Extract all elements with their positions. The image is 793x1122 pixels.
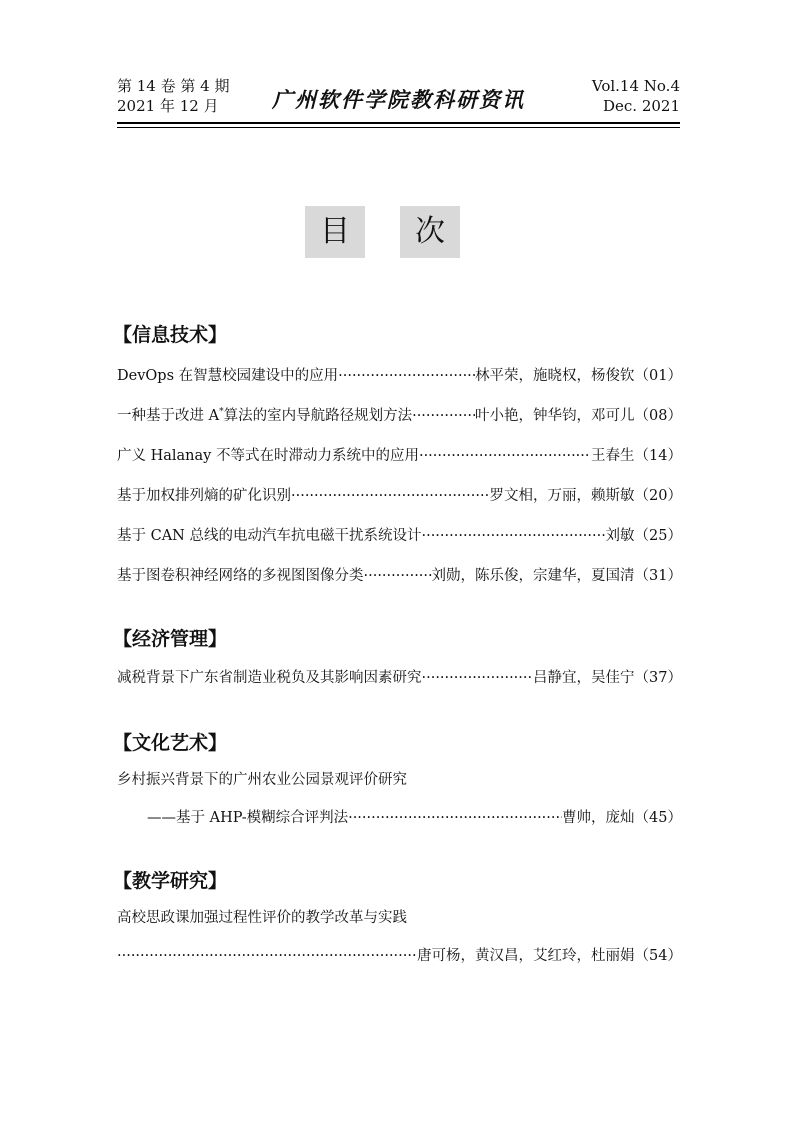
entry-authors-page: 吕静宜，吴佳宁（37） — [533, 670, 682, 686]
dot-leader — [422, 670, 534, 686]
section-heading-teaching-research: 【教学研究】 — [113, 870, 228, 892]
section-heading-info-tech: 【信息技术】 — [113, 324, 228, 346]
issue-en: Vol.14 No.4 — [591, 77, 680, 95]
entry-authors-page: 叶小艳，钟华钧，邓可儿（08） — [475, 408, 682, 424]
dot-leader — [364, 568, 432, 584]
dot-leader — [291, 488, 490, 504]
entry-title: 减税背景下广东省制造业税负及其影响因素研究 — [117, 670, 422, 686]
entry-title: 基于 CAN 总线的电动汽车抗电磁干扰系统设计 — [117, 528, 422, 544]
entry-authors-page: 王春生（14） — [591, 448, 682, 464]
entry-title-sup: * — [219, 407, 224, 418]
running-header — [117, 76, 680, 122]
header-right — [592, 76, 680, 116]
entry-title[interactable]: 乡村振兴背景下的广州农业公园景观评价研究 — [117, 772, 407, 788]
toc-entry[interactable] — [117, 444, 682, 466]
entry-title[interactable]: 高校思政课加强过程性评价的教学改革与实践 — [117, 910, 407, 926]
toc-entry[interactable] — [117, 484, 682, 506]
date-en: Dec. 2021 — [602, 97, 680, 115]
entry-authors-page: 林平荣，施晓权，杨俊钦（01） — [475, 368, 682, 384]
entry-title: DevOps 在智慧校园建设中的应用 — [117, 368, 339, 384]
section-heading-culture-art: 【文化艺术】 — [113, 732, 228, 754]
dot-leader — [338, 368, 475, 384]
toc-title-char-1: 目 — [305, 206, 365, 258]
toc-entry[interactable] — [117, 564, 682, 586]
header-rule-thin — [117, 127, 680, 128]
dot-leader — [421, 528, 605, 544]
entry-title: 基于加权排列熵的矿化识别 — [117, 488, 291, 504]
toc-entry[interactable] — [117, 524, 682, 546]
toc-title-char-2: 次 — [400, 206, 460, 258]
dot-leader — [412, 408, 475, 424]
entry-authors-page: 刘勋，陈乐俊，宗建华，夏国清（31） — [431, 568, 682, 584]
dot-leader — [419, 448, 591, 464]
entry-subtitle: ——基于 AHP-模糊综合评判法 — [147, 810, 349, 826]
toc-entry[interactable] — [117, 364, 682, 386]
entry-authors-page: 刘敏（25） — [605, 528, 682, 544]
toc-entry[interactable] — [117, 944, 682, 966]
issue-cn: 第 14 卷 第 4 期 — [117, 77, 230, 95]
toc-title — [0, 206, 793, 258]
entry-authors-page: 罗文相，万丽，赖斯敏（20） — [489, 488, 682, 504]
section-heading-econ-mgmt: 【经济管理】 — [113, 628, 228, 650]
entry-title — [117, 404, 412, 425]
entry-authors-page: 唐可杨，黄汉昌，艾红玲，杜丽娟（54） — [417, 948, 682, 964]
header-rule-thick — [117, 122, 680, 124]
entry-title: 基于图卷积神经网络的多视图图像分类 — [117, 568, 364, 584]
entry-title: 广义 Halanay 不等式在时滞动力系统中的应用 — [117, 448, 419, 464]
entry-title-part: 一种基于改进 A — [117, 408, 220, 424]
dot-leader — [117, 948, 417, 964]
dot-leader — [348, 810, 562, 826]
toc-entry[interactable] — [147, 806, 682, 828]
entry-authors-page: 曹帅，庞灿（45） — [562, 810, 682, 826]
journal-title: 广州软件学院教科研资讯 — [272, 87, 525, 112]
toc-entry[interactable] — [117, 666, 682, 688]
entry-title-part: 算法的室内导航路径规划方法 — [223, 408, 413, 424]
date-cn: 2021 年 12 月 — [117, 97, 219, 115]
toc-entry[interactable] — [117, 404, 682, 426]
